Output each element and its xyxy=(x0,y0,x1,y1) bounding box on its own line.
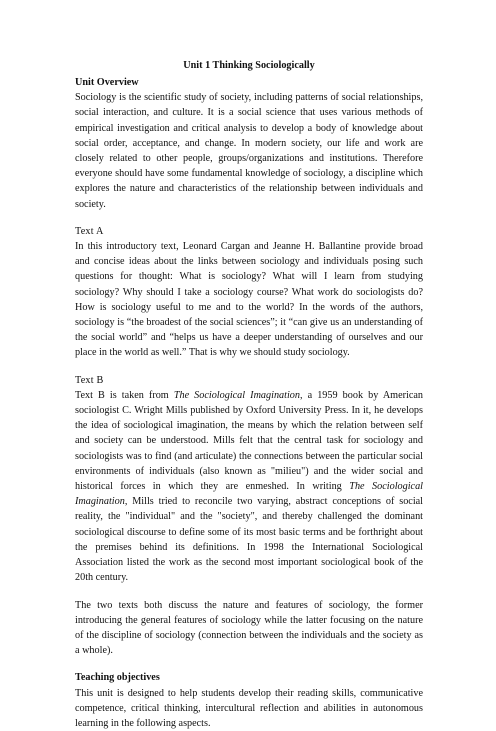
objectives-paragraph: This unit is designed to help students develop their reading skills, communicative competence, critical thinking, intercultural reflection and abilities in autonomous learning in the following aspects. xyxy=(75,687,423,729)
objectives-heading: Teaching objectives xyxy=(75,672,160,684)
document-title: Unit 1 Thinking Sociologically xyxy=(183,60,315,71)
text-b-segment: , a 1959 book by American sociologist C. Wright Mills published by Oxford University Press. In it, he develops the idea of sociological imagination, the means by which the relation between self and society can be understood. Mills felt that the central task for sociology and sociologists was to find (and articulate) the connections between the particular social environments of individuals (also known as "milieu") and the wider social and historical forces in which they are enmeshed. In writing xyxy=(75,389,423,493)
text-a-paragraph: In this introductory text, Leonard Cargan and Jeanne H. Ballantine provide broad and concise ideas about the links between sociology and individuals posing such questions for thought: What is sociology? What will I learn from studying sociology? Why should I take a sociology course? What work do sociologists do? How is sociology useful to me and to the world? In the words of the authors, sociology is “the broadest of the social sciences”; it “can give us an understanding of the social world” and “helps us have a deeper understanding of ourselves and our place in the world as well.” That is why we should study sociology. xyxy=(75,241,423,359)
text-b-segment: , Mills tried to reconcile two varying, abstract conceptions of social reality, the "individual" and the "society", and thereby challenged the dominant sociological discourse to define some of its most basic terms and be forthright about the premises behind its definitions. In 1998 the International Sociological Association listed the work as the second most important sociological book of the 20th century. xyxy=(75,496,423,584)
document-page xyxy=(75,58,423,731)
spacer xyxy=(75,212,423,224)
book-title: The Sociological Imagination xyxy=(75,481,423,508)
book-title: The Sociological Imagination xyxy=(173,389,300,401)
overview-heading: Unit Overview xyxy=(75,77,139,88)
text-b-segment: Text B is taken from xyxy=(75,389,174,401)
spacer xyxy=(75,586,423,598)
text-b-label: Text B xyxy=(75,374,104,386)
text-a-label: Text A xyxy=(75,225,104,237)
spacer xyxy=(75,361,423,373)
text-b-paragraph xyxy=(75,388,423,586)
comparison-paragraph: The two texts both discuss the nature and features of sociology, the former introducing the general features of sociology while the latter focusing on the nature of the discipline of sociology (connection between the individuals and the society as a whole). xyxy=(75,599,423,657)
spacer xyxy=(75,658,423,670)
overview-paragraph: Sociology is the scientific study of society, including patterns of social relationships, social interaction, and culture. It is a social science that uses various methods of empirical investigation and critical analysis to develop a body of knowledge about social order, acceptance, and change. In modern society, our life and work are closely related to other people, groups/organizations and institutions. Therefore everyone should have some fundamental knowledge of sociology, a discipline which explores the nature and characteristics of the relationship between individuals and society. xyxy=(75,92,423,210)
